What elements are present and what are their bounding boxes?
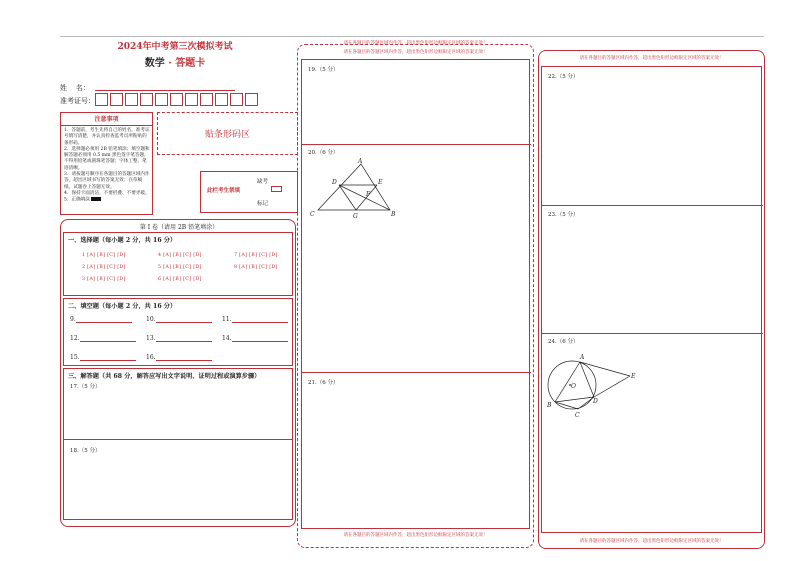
column3-answer-box — [541, 66, 762, 533]
notice-item: 2．选择题必须用 2B 铅笔填涂；填空题和解答题必须用 0.5 mm 黑色签字笔答题，不得用铅笔或圆珠笔答题；字体工整、笔迹清晰。 — [64, 146, 150, 171]
absent-checkbox[interactable] — [271, 186, 282, 192]
question-22-label: 22.（5 分） — [548, 74, 579, 80]
choice-item-7[interactable]: 7 [A] [B] [C] [D] — [234, 253, 278, 258]
fill-blank-section — [63, 298, 293, 366]
fig-label: D — [593, 398, 598, 405]
student-id-boxes[interactable] — [95, 93, 260, 106]
blank-12[interactable]: 12. — [70, 335, 136, 342]
notice-item-fill-example: 5．正确填涂 — [64, 197, 150, 204]
question-24-label: 24.（6 分） — [548, 339, 579, 345]
blank-14[interactable]: 14. — [222, 335, 288, 342]
fig-label: G — [353, 213, 358, 220]
choice-item-8[interactable]: 8 [A] [B] [C] [D] — [234, 265, 278, 270]
blank-11[interactable]: 11. — [222, 316, 288, 323]
absent-mark1: 缺考 — [257, 179, 269, 185]
blank-9[interactable]: 9. — [70, 316, 132, 323]
exam-title: 2024年中考第三次模拟考试 — [117, 42, 233, 52]
notice-box — [60, 112, 153, 215]
volume1-card — [60, 219, 296, 527]
fig-label: A — [358, 158, 363, 165]
blank-16[interactable]: 16. — [146, 354, 212, 361]
column2-bottom-warning: 请在各题目的答题区域内作答，超出黑色矩形边框限定区域的答案无效！ — [343, 533, 488, 538]
choice-item-4[interactable]: 4 [A] [B] [C] [D] — [158, 253, 202, 258]
choice-item-3[interactable]: 3 [A] [B] [C] [D] — [82, 277, 126, 282]
section3-title: 三、解答题（共 68 分，解答应写出文字说明、证明过程或演算步骤） — [68, 373, 261, 380]
question-20-label: 20.（6 分） — [308, 150, 339, 156]
name-field[interactable] — [95, 90, 235, 91]
choice-item-5[interactable]: 5 [A] [B] [C] [D] — [158, 265, 202, 270]
section1-title: 一、选择题（每小题 2 分，共 16 分） — [68, 237, 177, 244]
question-17-label: 17.（5 分） — [70, 384, 101, 390]
divider — [542, 333, 763, 334]
divider — [302, 144, 531, 145]
fig-label: C — [575, 412, 580, 419]
fig-label: O — [571, 383, 576, 390]
answer-section — [63, 368, 293, 520]
question-21-label: 21.（6 分） — [308, 380, 339, 386]
volume1-title: 第 I 卷（请用 2B 铅笔填涂） — [139, 224, 219, 231]
question-23-label: 23.（5 分） — [548, 212, 579, 218]
title-separator: · — [168, 58, 172, 69]
student-id-label: 准考证号： — [60, 97, 95, 105]
notice-title: 注意事项 — [61, 113, 152, 126]
blank-10[interactable]: 10. — [146, 316, 212, 323]
divider — [542, 205, 763, 206]
section2-title: 二、填空题（每小题 2 分，共 16 分） — [68, 303, 177, 310]
barcode-area: 贴条形码区 — [157, 112, 298, 155]
divider — [302, 372, 531, 373]
absent-label: 此栏考生禁填 — [207, 188, 241, 194]
fig-label: B — [391, 211, 396, 218]
column2-top-warning: 请在各题目的答题区域内作答，超出黑色矩形边框限定区域的答案无效！ — [343, 41, 488, 46]
fig-label: B — [547, 402, 552, 409]
fig-label: E — [631, 373, 636, 380]
absent-box — [200, 171, 298, 213]
choice-item-1[interactable]: 1 [A] [B] [C] [D] — [82, 253, 126, 258]
column3-top-warning: 请在各题目的答题区域内作答，超出黑色矩形边框限定区域的答案无效！ — [579, 56, 724, 61]
fig-label: A — [580, 354, 585, 361]
fig-label: D — [332, 179, 337, 186]
notice-item: 1．答题前，考生先将自己的姓名，准考证号填写清楚，并认真检查监考员所粘贴的条形码。 — [64, 128, 150, 146]
fig-label: F — [366, 191, 371, 198]
notice-item: 4．保持卡面清洁，不要折叠、不要弄破。 — [64, 190, 150, 196]
question-19-label: 19.（5 分） — [308, 67, 339, 73]
column3-bottom-warning: 请在各题目的答题区域内作答，超出黑色矩形边框限定区域的答案无效！ — [579, 539, 724, 544]
subject-name: 数学 — [144, 58, 165, 69]
column2-top-warning-2: 请在各题目的答题区域内作答，超出黑色矩形边框限定区域的答案无效！ — [343, 50, 488, 55]
subject-title — [60, 54, 290, 69]
card-name: 答题卡 — [175, 58, 206, 69]
blank-13[interactable]: 13. — [146, 335, 212, 342]
absent-mark2: 标记 — [257, 201, 269, 207]
notice-item: 3．请按题号顺序在各题目的答题区域内作答，超出区域书写的答案无效；在草稿纸、试题卷上答题无效。 — [64, 172, 150, 190]
fig-label: E — [378, 179, 383, 186]
divider — [64, 439, 292, 440]
question-20-figure — [308, 156, 408, 220]
name-label: 姓 名： — [60, 84, 90, 92]
question-24-figure — [542, 349, 652, 421]
top-rule — [60, 36, 764, 37]
fig-label: C — [310, 211, 315, 218]
multiple-choice-section — [63, 232, 293, 296]
blank-15[interactable]: 15. — [70, 354, 136, 361]
choice-item-2[interactable]: 2 [A] [B] [C] [D] — [82, 265, 126, 270]
question-18-label: 18.（5 分） — [70, 448, 101, 454]
choice-item-6[interactable]: 6 [A] [B] [C] [D] — [158, 277, 202, 282]
column2-answer-box — [301, 59, 530, 529]
